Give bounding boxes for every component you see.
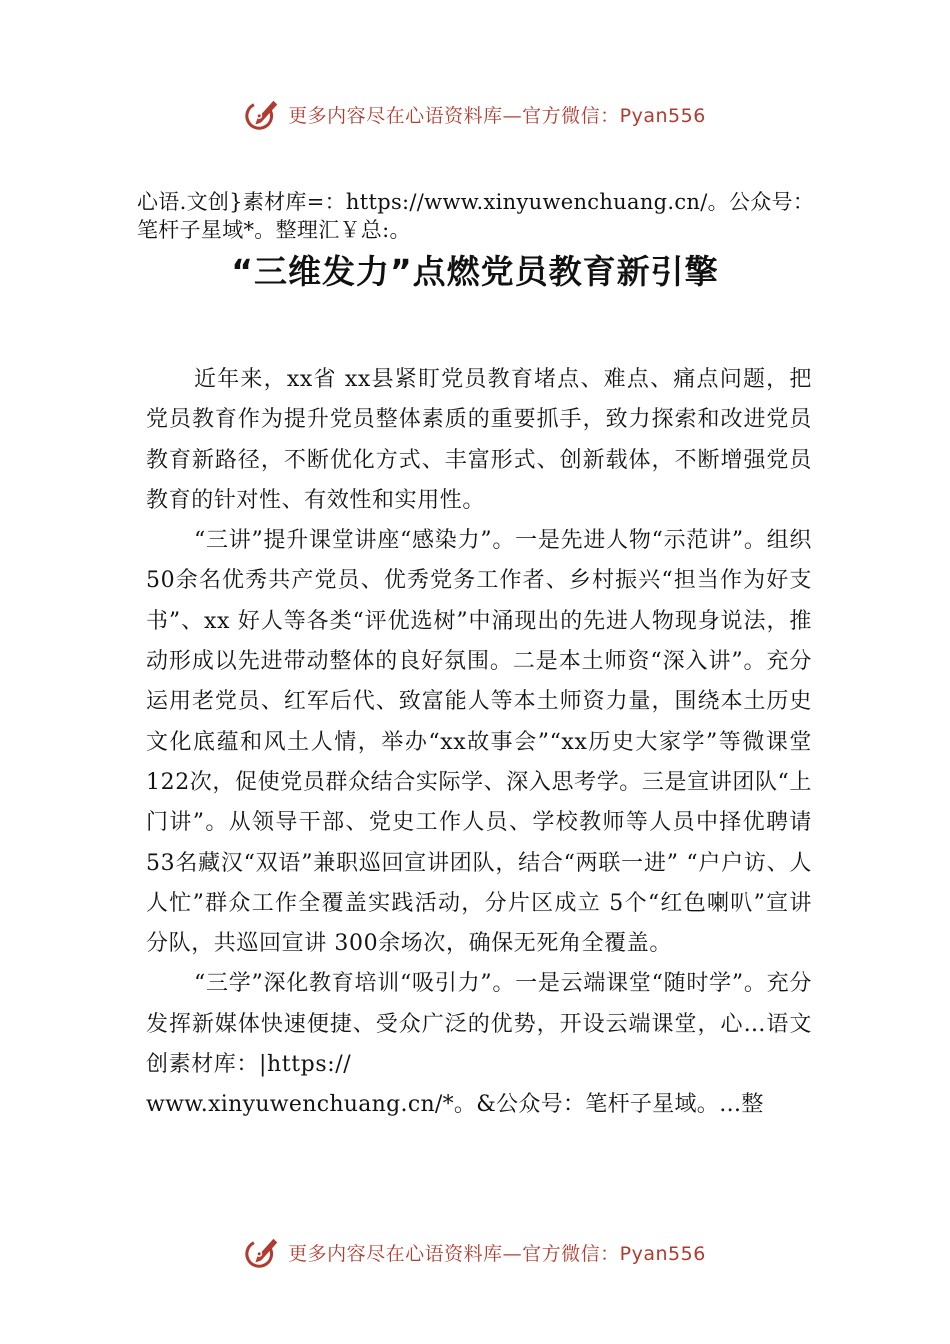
header-banner [0, 94, 950, 134]
footer-banner [0, 1232, 950, 1272]
banner-text: 更多内容尽在心语资料库—官方微信：Pyan556 [288, 1242, 706, 1265]
article-body [146, 360, 812, 1126]
article-title: “三维发力”点燃党员教育新引擎 [231, 252, 719, 291]
paragraph-three-lectures: “三讲”提升课堂讲座“感染力”。一是先进人物“示范讲”。组织 50余名优秀共产党员、优秀党务工作者、乡村振兴“担当作为好支书”、xx 好人等各类“评优选树”中涌现出的先进人物现身说法，推动形成以先进带动整体的良好氛围。二是本土师资“深入讲”。充分运用老党员、红军后代、致富能人等本土师资力量，围绕本土历史文化底蕴和风土人情，举办“xx故事会”“xx历史大家学”等微课堂 122次，促使党员群众结合实际学、深入思考学。三是宣讲团队“上门讲”。从领导干部、党史工作人员、学校教师等人员中择优聘请53名藏汉“双语”兼职巡回宣讲团队，结合“两联一进” “户户访、人人忙”群众工作全覆盖实践活动，分片区成立 5个“红色喇叭”宣讲分队，共巡回宣讲 300余场次，确保无死角全覆盖。 [146, 528, 812, 957]
banner-text: 更多内容尽在心语资料库—官方微信：Pyan556 [288, 104, 706, 127]
paragraph-tail-line: www.xinyuwenchuang.cn/*。&公众号：笔杆子星域。…整 [146, 1092, 764, 1118]
paragraph-three-studies: “三学”深化教育培训“吸引力”。一是云端课堂“随时学”。充分发挥新媒体快速便捷、受众广泛的优势，开设云端课堂，心…语文创素材库：|https:// [146, 971, 812, 1078]
banner-wechat-id: Pyan556 [619, 1242, 706, 1265]
pen-logo-icon [244, 1233, 282, 1271]
banner-wechat-id: Pyan556 [619, 104, 706, 127]
source-watermark: 心语.文创}素材库=：https://www.xinyuwenchuang.cn/。公众号：笔杆子星域*。整理汇￥总:。 [137, 190, 815, 242]
pen-logo-icon [244, 95, 282, 133]
paragraph-intro: 近年来，xx省 xx县紧盯党员教育堵点、难点、痛点问题，把党员教育作为提升党员整体素质的重要抓手，致力探索和改进党员教育新路径，不断优化方式、丰富形式、创新载体，不断增强党员教育的针对性、有效性和实用性。 [146, 367, 812, 513]
